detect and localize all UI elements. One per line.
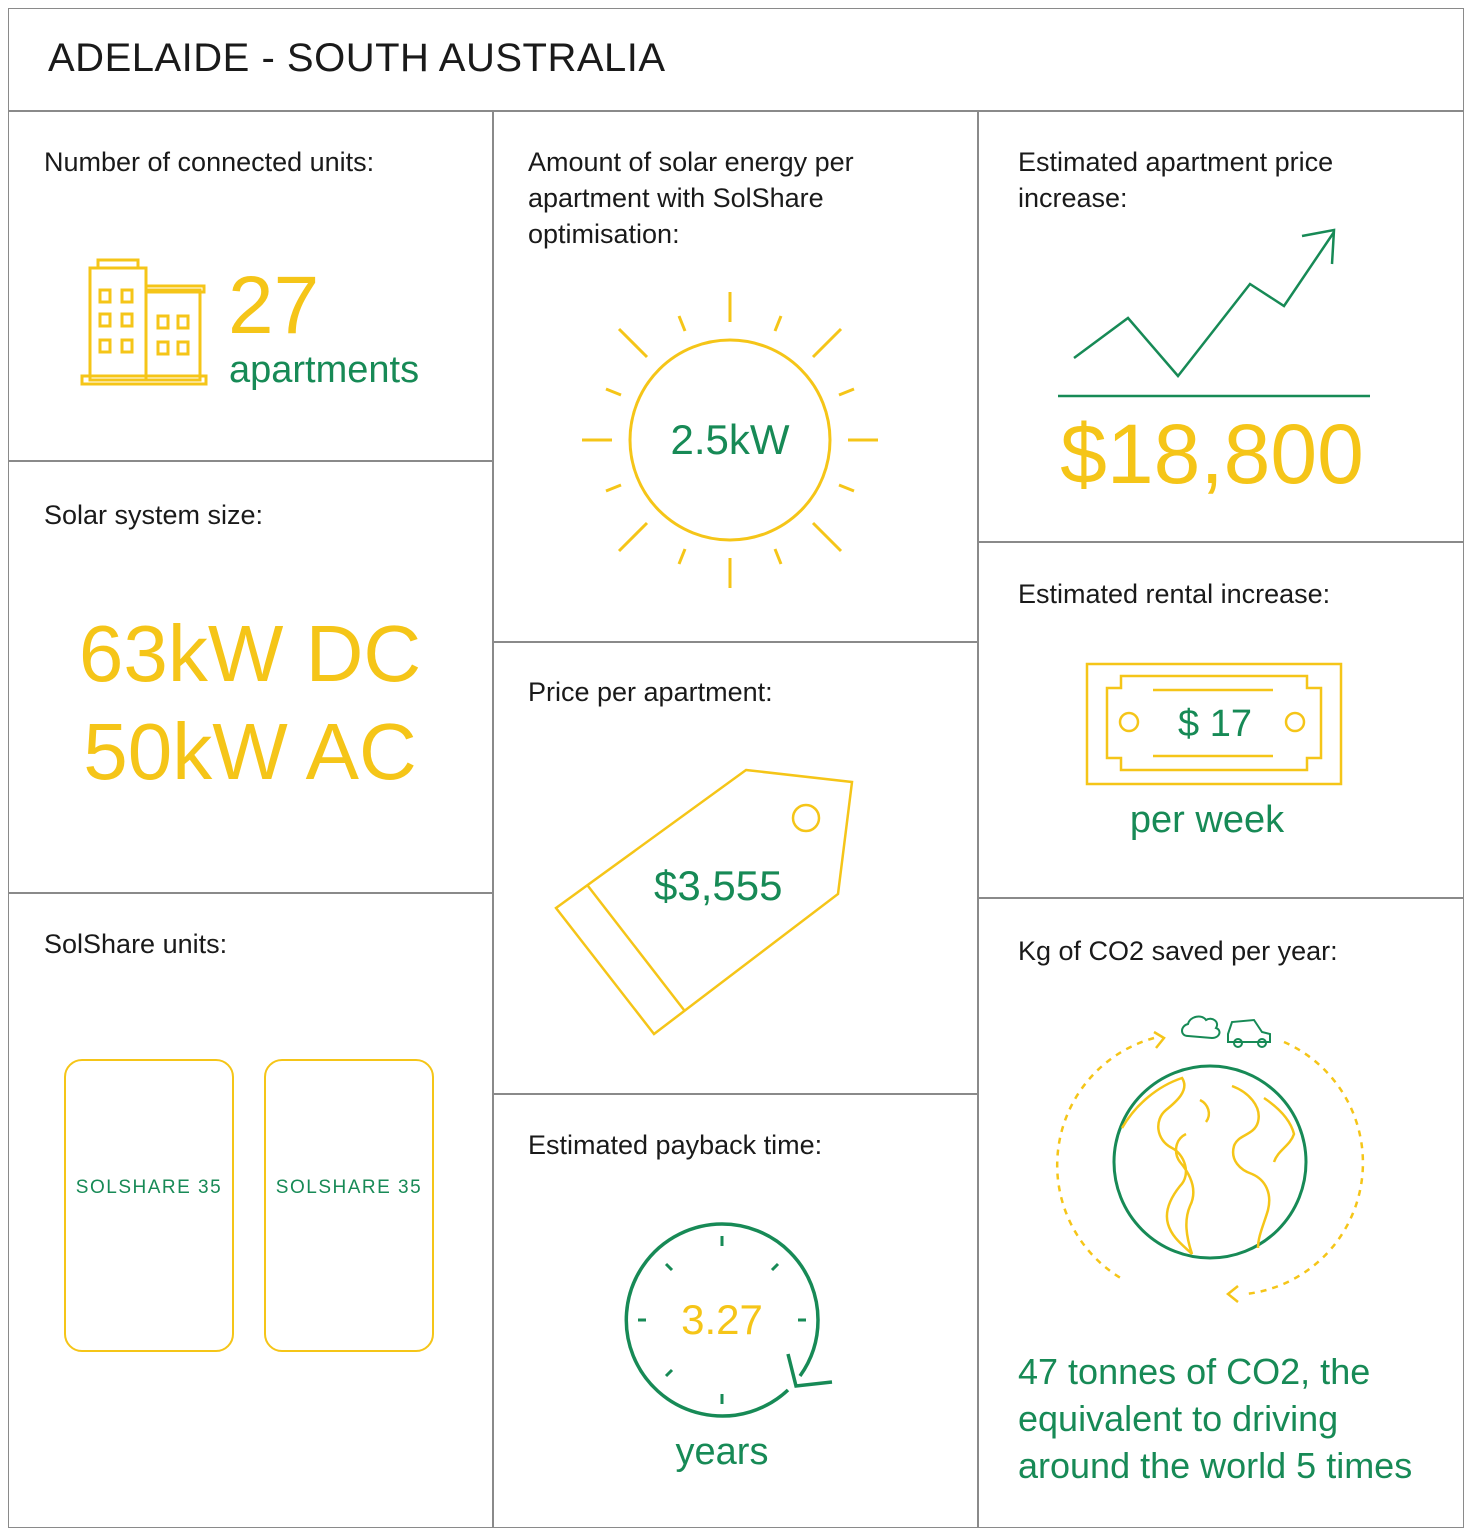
divider	[492, 110, 494, 1528]
system-size-label: Solar system size:	[44, 500, 264, 530]
globe-icon	[1062, 1010, 1362, 1310]
solshare-unit-card	[64, 1059, 234, 1352]
rental-unit: per week	[1129, 799, 1285, 841]
payback-unit: years	[675, 1431, 769, 1473]
solshare-units-label: SolShare units:	[44, 929, 228, 959]
system-size-ac: 50kW AC	[83, 707, 417, 796]
payback-label: Estimated payback time:	[528, 1130, 823, 1160]
solar-energy-label: Amount of solar energy per apartment with SolShare optimisation:	[528, 147, 854, 249]
trend-up-icon	[1056, 224, 1376, 404]
solshare-unit-label: SOLSHARE 35	[75, 1177, 223, 1198]
apartment-price-label: Estimated apartment price increase:	[1018, 147, 1334, 213]
rental-label: Estimated rental increase:	[1018, 579, 1331, 609]
solshare-unit-card	[264, 1059, 434, 1352]
divider	[8, 892, 492, 894]
divider	[8, 460, 492, 462]
solar-energy-value: 2.5kW	[670, 416, 790, 463]
co2-description: 47 tonnes of CO2, the equivalent to driving around the world 5 times	[1018, 1351, 1413, 1486]
divider	[492, 1093, 977, 1095]
system-size-dc: 63kW DC	[78, 609, 422, 698]
apartment-price-value: $18,800	[1060, 407, 1364, 501]
connected-units-unit: apartments	[229, 349, 420, 391]
connected-units-value: 27	[228, 260, 320, 351]
page-title: ADELAIDE - SOUTH AUSTRALIA	[48, 36, 666, 80]
divider	[8, 110, 1464, 112]
apartment-building-icon	[80, 258, 210, 388]
payback-value: 3.27	[681, 1296, 763, 1343]
solshare-unit-label: SOLSHARE 35	[275, 1177, 423, 1198]
divider	[492, 641, 977, 643]
price-label: Price per apartment:	[528, 677, 773, 707]
rental-value: $ 17	[1178, 703, 1252, 745]
divider	[977, 897, 1464, 899]
connected-units-label: Number of connected units:	[44, 147, 375, 177]
price-value: $3,555	[654, 862, 783, 909]
co2-label: Kg of CO2 saved per year:	[1018, 936, 1338, 966]
divider	[977, 541, 1464, 543]
